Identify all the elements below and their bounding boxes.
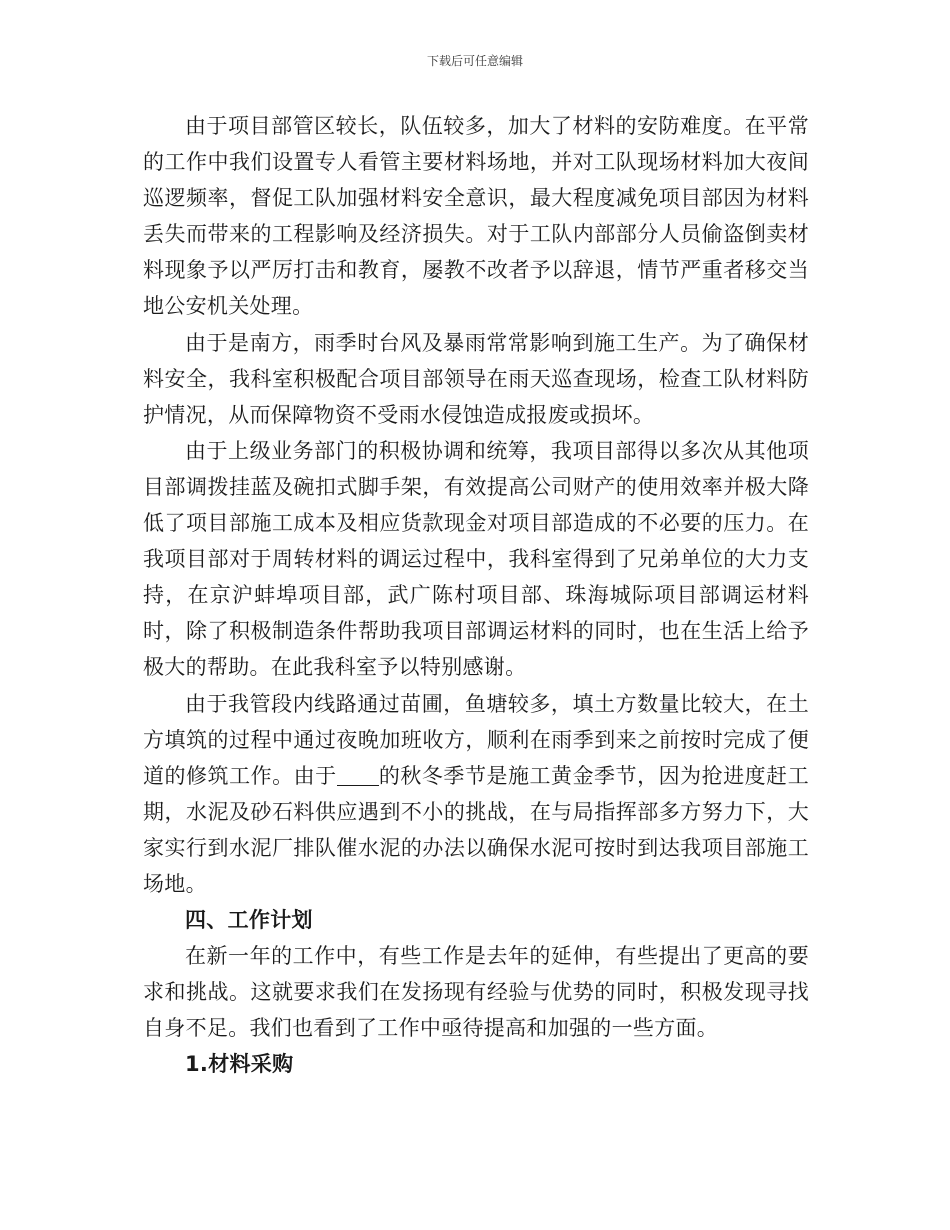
paragraph-material-transfer: 由于上级业务部门的积极协调和统筹，我项目部得以多次从其他项目部调拨挂蓝及碗扣式脚手架，有效提高公司财产的使用效率并极大降低了项目部施工成本及相应货款现金对项目部造成的不必要的压力。在我项目部对于周转材料的调运过程中，我科室得到了兄弟单位的大力支持，在京沪蚌埠项目部，武广陈村项目部、珠海城际项目部调运材料时，除了积极制造条件帮助我项目部调运材料的同时，也在生活上给予极大的帮助。在此我科室予以特别感谢。 — [143, 438, 809, 680]
paragraph-material-security: 由于项目部管区较长，队伍较多，加大了材料的安防难度。在平常的工作中我们设置专人看管主要材料场地，并对工队现场材料加大夜间巡逻频率，督促工队加强材料安全意识，最大程度减免项目部因为材料丢失而带来的工程影响及经济损失。对于工队内部部分人员偷盗倒卖材料现象予以严厉打击和教育，屡教不改者予以辞退，情节严重者移交当地公安机关处理。 — [143, 114, 809, 319]
section-heading-work-plan: 四、工作计划 — [185, 908, 313, 933]
document-body — [143, 108, 809, 1083]
paragraph-work-plan-intro: 在新一年的工作中，有些工作是去年的延伸，有些提出了更高的要求和挑战。这就要求我们在发扬现有经验与优势的同时，积极发现寻找自身不足。我们也看到了工作中亟待提高和加强的一些方面。 — [143, 944, 809, 1041]
paragraph-earthwork-part1: 由于我管段内线路通过苗圃，鱼塘较多，填土方数量比较大，在土方填筑的过程中通过夜晚加班收方，顺利在雨季到来之前按时完成了便道的修筑工作。由于 — [143, 691, 809, 788]
paragraph-earthwork — [143, 686, 809, 903]
paragraph-rainy-season: 由于是南方，雨季时台风及暴雨常常影响到施工生产。为了确保材料安全，我科室积极配合项目部领导在雨天巡查现场，检查工队材料防护情况，从而保障物资不受雨水侵蚀造成报废或损坏。 — [143, 330, 809, 427]
paragraph-earthwork-part2: 的秋冬季节是施工黄金季节，因为抢进度赶工期，水泥及砂石料供应遇到不小的挑战，在与局指挥部多方努力下，大家实行到水泥厂排队催水泥的办法以确保水泥可按时到达我项目部施工场地。 — [143, 763, 809, 896]
subsection-heading-material-purchase: 1.材料采购 — [185, 1052, 294, 1077]
page-header: 下载后可任意编辑 — [426, 54, 523, 68]
fill-in-blank — [337, 764, 379, 786]
